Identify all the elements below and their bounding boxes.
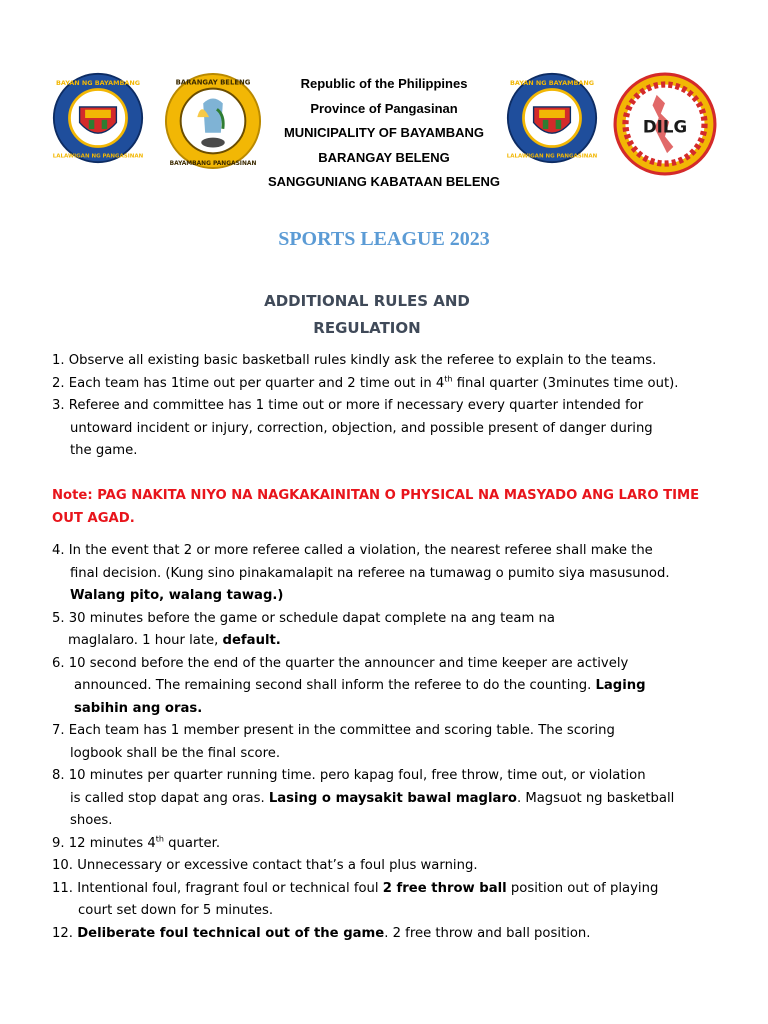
svg-text:BARANGAY BELENG: BARANGAY BELENG xyxy=(175,78,251,87)
rule-6: 6. 10 second before the end of the quarter the announcer and time keeper are actively announced. The remaining second shall inform the referee to do the counting. Laging sabihin ang oras. xyxy=(52,655,646,716)
rules-title-line2: REGULATION xyxy=(313,319,421,337)
dilg-seal xyxy=(613,72,717,176)
note-line2: OUT AGAD. xyxy=(52,511,135,526)
rule-10: 10. Unnecessary or excessive contact that’s a foul plus warning. xyxy=(52,858,478,873)
svg-text:LALAWIGAN NG PANGASINAN: LALAWIGAN NG PANGASINAN xyxy=(506,153,598,160)
header-sk: SANGGUNIANG KABATAAN BELENG xyxy=(267,174,501,189)
rule-11: 11. Intentional foul, fragrant foul or technical foul 2 free throw ball position out of playing court set down for 5 minutes. xyxy=(52,880,659,918)
header-barangay: BARANGAY BELENG xyxy=(318,149,450,165)
svg-text:DILG: DILG xyxy=(642,117,688,137)
rule-1 xyxy=(52,350,742,373)
svg-text:LALAWIGAN NG PANGASINAN: LALAWIGAN NG PANGASINAN xyxy=(52,153,144,160)
rule-text: Referee and committee has 1 time out or more if necessary every quarter intended for xyxy=(68,398,644,413)
rule-text: Observe all existing basic basketball rules kindly ask the referee to explain to the teams. xyxy=(68,353,657,368)
rule-5: 5. 30 minutes before the game or schedule dapat complete na ang team na maglalaro. 1 hour late, default. xyxy=(52,610,555,648)
rule-9: 9. 12 minutes 4th quarter. xyxy=(52,834,221,851)
header-province: Province of Pangasinan xyxy=(310,100,458,116)
svg-text:BAYAMBANG PANGASINAN: BAYAMBANG PANGASINAN xyxy=(169,161,257,168)
bayambang-seal-left xyxy=(52,72,144,164)
rules-title-line1: ADDITIONAL RULES AND xyxy=(264,292,470,310)
barangay-beleng-seal xyxy=(164,72,262,170)
svg-text:BAYAN NG BAYAMBANG: BAYAN NG BAYAMBANG xyxy=(55,78,141,87)
rule-text-cont: untoward incident or injury, correction, objection, and possible present of danger during xyxy=(70,420,653,436)
rule-text-cont: the game. xyxy=(70,443,138,458)
rule-12: 12. Deliberate foul technical out of the game. 2 free throw and ball position. xyxy=(52,925,591,941)
rules-list-part2 xyxy=(52,540,742,945)
league-title: SPORTS LEAGUE 2023 xyxy=(278,228,490,250)
document-header xyxy=(250,74,518,197)
header-republic: Republic of the Philippines xyxy=(300,76,468,91)
header-municipality: MUNICIPALITY OF BAYAMBANG xyxy=(283,125,485,140)
note-line1: Note: PAG NAKITA NIYO NA NAGKAKAINITAN O PHYSICAL NA MASYADO ANG LARO TIME xyxy=(52,488,700,503)
rule-7: 7. Each team has 1 member present in the committee and scoring table. The scoring logbook shall be the final score. xyxy=(52,723,615,761)
rule-text: Each team has 1time out per quarter and 2 time out in 4th final quarter (3minutes time out). xyxy=(68,374,679,391)
rule-number: 1. xyxy=(52,353,65,368)
rule-8: 8. 10 minutes per quarter running time. pero kapag foul, free throw, time out, or violation is called stop dapat ang oras. Lasing o maysakit bawal maglaro. Magsuot ng basketball shoes. xyxy=(52,768,675,828)
svg-text:BAYAN NG BAYAMBANG: BAYAN NG BAYAMBANG xyxy=(509,78,595,87)
rules-title xyxy=(0,288,734,342)
note-warning xyxy=(52,484,732,530)
rule-3 xyxy=(52,395,742,463)
rule-number: 3. xyxy=(52,398,65,413)
bayambang-seal-right xyxy=(506,72,598,164)
rule-4: 4. In the event that 2 or more referee called a violation, the nearest referee shall make the final decision. (Kung sino pinakamalapit na referee na tumawag o pumito siya masusunod. Walang pito, walang tawag.) xyxy=(52,543,670,603)
rules-list-part1 xyxy=(52,350,742,463)
rule-2 xyxy=(52,373,742,396)
rule-number: 2. xyxy=(52,375,65,391)
